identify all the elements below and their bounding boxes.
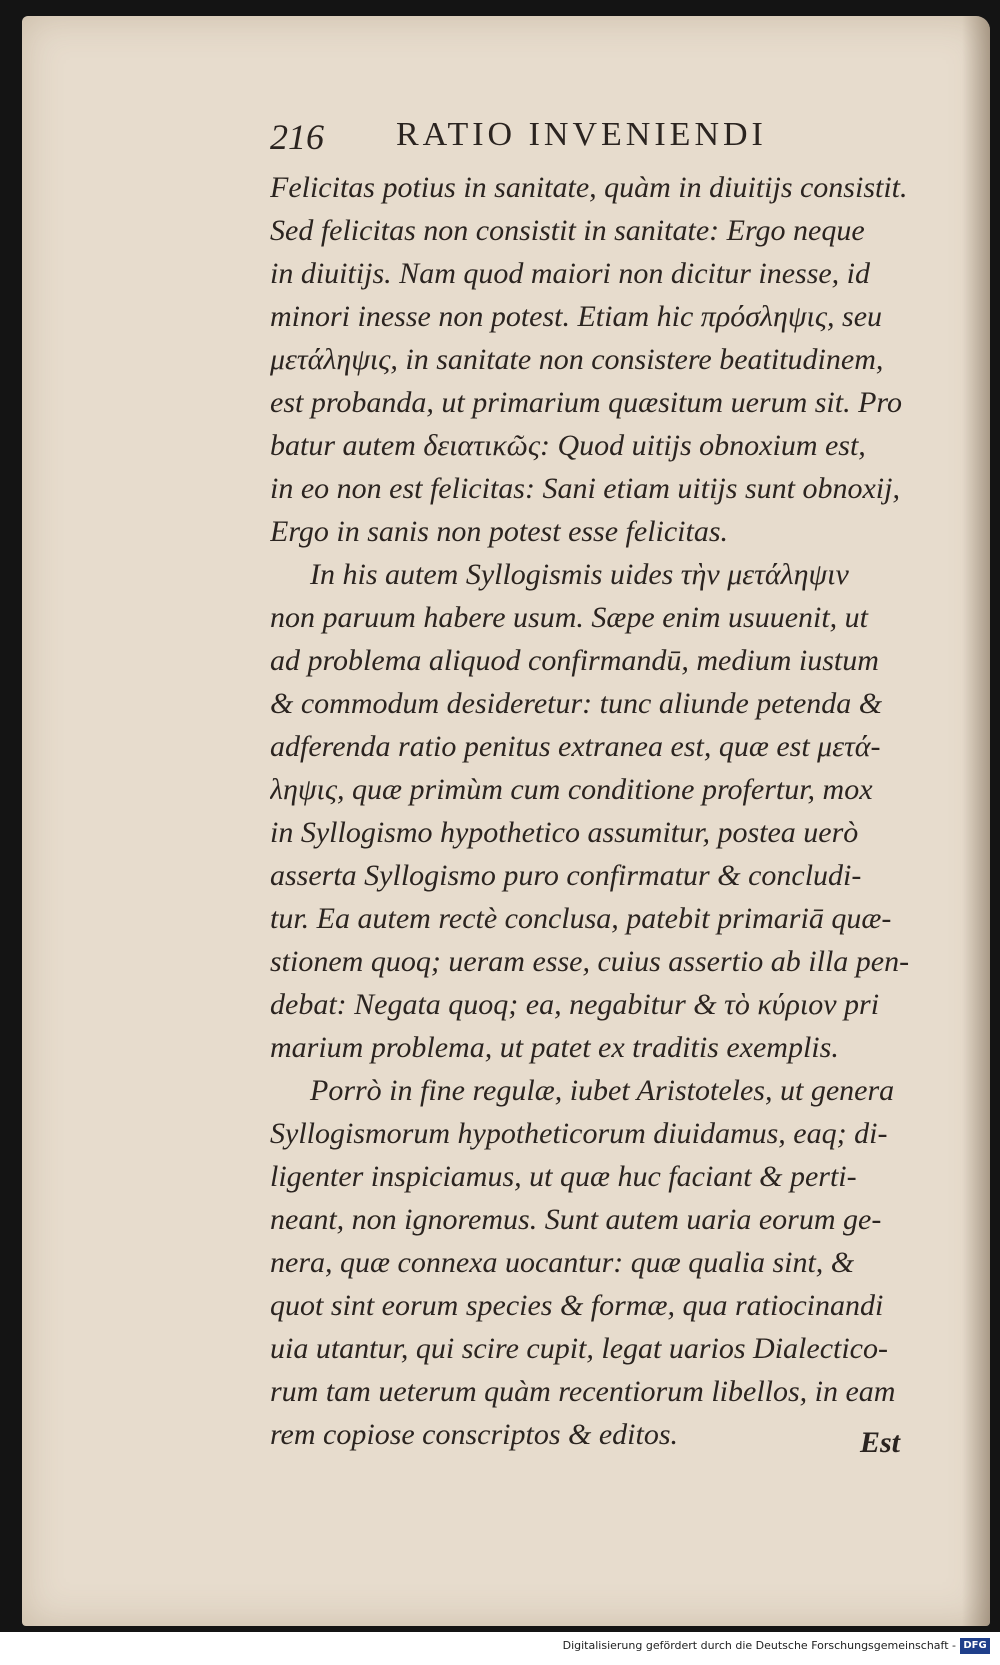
digitization-footer bbox=[0, 1632, 1000, 1665]
dfg-logo-icon: DFG bbox=[960, 1638, 990, 1654]
text-line: quot sint eorum species & formæ, qua ratiocinandi bbox=[270, 1289, 884, 1322]
text-line: In his autem Syllogismis uides τὴν μετάληψιν bbox=[310, 558, 849, 591]
catchword: Est bbox=[860, 1426, 901, 1459]
text-block bbox=[270, 166, 920, 1456]
text-line: minori inesse non potest. Etiam hic πρόσληψις, seu bbox=[270, 300, 883, 333]
text-line: nera, quæ connexa uocantur: quæ qualia sint, & bbox=[270, 1246, 855, 1279]
text-line: batur autem δειατικῶς: Quod uitijs obnoxium est, bbox=[270, 429, 866, 462]
text-line: Syllogismorum hypotheticorum diuidamus, eaq; di- bbox=[270, 1117, 888, 1150]
text-line: Ergo in sanis non potest esse felicitas. bbox=[270, 515, 729, 548]
text-line: ligenter inspiciamus, ut quæ huc faciant & perti- bbox=[270, 1160, 857, 1193]
text-line: est probanda, ut primarium quæsitum uerum sit. Pro bbox=[270, 386, 902, 419]
text-line: asserta Syllogismo puro confirmatur & concludi- bbox=[270, 859, 862, 892]
text-line: in diuitijs. Nam quod maiori non dicitur inesse, id bbox=[270, 257, 871, 290]
book-page bbox=[22, 16, 990, 1626]
text-line: in Syllogismo hypothetico assumitur, postea uerò bbox=[270, 816, 859, 849]
text-line: Porrò in fine regulæ, iubet Aristoteles, ut genera bbox=[310, 1074, 895, 1107]
text-line: Felicitas potius in sanitate, quàm in diuitijs consistit. bbox=[270, 171, 908, 204]
text-line: ληψις, quæ primùm cum conditione profertur, mox bbox=[270, 773, 873, 806]
page-header bbox=[270, 108, 910, 160]
text-line: & commodum desideretur: tunc aliunde petenda & bbox=[270, 687, 883, 720]
text-line: tur. Ea autem rectè conclusa, patebit primariā quæ- bbox=[270, 902, 892, 935]
page-number: 216 bbox=[270, 117, 324, 157]
running-head: RATIO INVENIENDI bbox=[396, 116, 767, 153]
text-line: ad problema aliquod confirmandū, medium iustum bbox=[270, 644, 879, 677]
footer-credit: Digitalisierung gefördert durch die Deutsche Forschungsgemeinschaft - bbox=[562, 1639, 956, 1652]
text-line: neant, non ignoremus. Sunt autem uaria eorum ge- bbox=[270, 1203, 882, 1236]
text-line: non paruum habere usum. Sæpe enim usuuenit, ut bbox=[270, 601, 869, 634]
text-line: rem copiose conscriptos & editos. bbox=[270, 1418, 679, 1451]
text-line: uia utantur, qui scire cupit, legat uarios Dialectico- bbox=[270, 1332, 888, 1365]
text-line: Sed felicitas non consistit in sanitate: Ergo neque bbox=[270, 214, 865, 247]
text-line: in eo non est felicitas: Sani etiam uitijs sunt obnoxij, bbox=[270, 472, 900, 505]
text-line: rum tam ueterum quàm recentiorum libellos, in eam bbox=[270, 1375, 896, 1408]
text-line: stionem quoq; ueram esse, cuius assertio ab illa pen- bbox=[270, 945, 910, 978]
text-line: adferenda ratio penitus extranea est, quæ est μετά- bbox=[270, 730, 881, 763]
text-line: marium problema, ut patet ex traditis exemplis. bbox=[270, 1031, 839, 1064]
text-line: debat: Negata quoq; ea, negabitur & τὸ κύριον pri bbox=[270, 988, 880, 1021]
text-line: μετάληψις, in sanitate non consistere beatitudinem, bbox=[270, 343, 884, 376]
